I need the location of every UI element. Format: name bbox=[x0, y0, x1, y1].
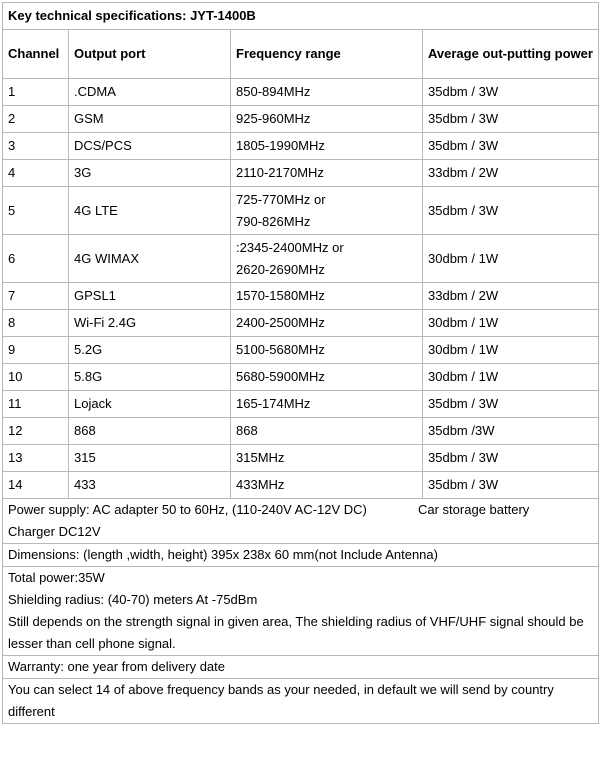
cell-power: 35dbm /3W bbox=[423, 418, 599, 445]
cell-frequency bbox=[231, 472, 423, 499]
cell-channel: 5 bbox=[3, 187, 69, 235]
cell-channel: 2 bbox=[3, 106, 69, 133]
header-frequency-range: Frequency range bbox=[231, 30, 423, 79]
frequency-line-1: 850-894MHz bbox=[236, 84, 311, 99]
cell-frequency bbox=[231, 235, 423, 283]
selection-note-row bbox=[3, 679, 599, 724]
cell-channel: 7 bbox=[3, 283, 69, 310]
cell-channel: 4 bbox=[3, 160, 69, 187]
cell-frequency bbox=[231, 133, 423, 160]
frequency-line-2: 790-826MHz bbox=[236, 213, 311, 229]
cell-power: 35dbm / 3W bbox=[423, 391, 599, 418]
header-average-power: Average out-putting power bbox=[423, 30, 599, 79]
table-row bbox=[3, 187, 599, 235]
warranty-row bbox=[3, 656, 599, 679]
frequency-line-1: 1570-1580MHz bbox=[236, 288, 325, 303]
frequency-line-1: 165-174MHz bbox=[236, 396, 311, 411]
cell-power: 35dbm / 3W bbox=[423, 187, 599, 235]
cell-power: 30dbm / 1W bbox=[423, 337, 599, 364]
table-row bbox=[3, 79, 599, 106]
car-battery-text: Car storage battery bbox=[418, 502, 530, 517]
cell-power: 30dbm / 1W bbox=[423, 310, 599, 337]
frequency-line-1: :2345-2400MHz or bbox=[236, 239, 344, 255]
frequency-line-1: 925-960MHz bbox=[236, 111, 311, 126]
cell-power: 35dbm / 3W bbox=[423, 106, 599, 133]
cell-frequency bbox=[231, 310, 423, 337]
cell-channel: 14 bbox=[3, 472, 69, 499]
cell-output-port: 315 bbox=[69, 445, 231, 472]
table-row bbox=[3, 364, 599, 391]
cell-channel: 1 bbox=[3, 79, 69, 106]
cell-output-port: 868 bbox=[69, 418, 231, 445]
cell-channel: 11 bbox=[3, 391, 69, 418]
cell-output-port: .CDMA bbox=[69, 79, 231, 106]
cell-output-port: GPSL1 bbox=[69, 283, 231, 310]
cell-frequency bbox=[231, 418, 423, 445]
frequency-line-1: 868 bbox=[236, 423, 258, 438]
frequency-line-1: 725-770MHz or bbox=[236, 191, 326, 207]
cell-channel: 13 bbox=[3, 445, 69, 472]
selection-note-text: You can select 14 of above frequency bands as your needed, in default we will send by country different bbox=[8, 682, 554, 719]
table-row bbox=[3, 106, 599, 133]
cell-channel: 3 bbox=[3, 133, 69, 160]
cell-frequency bbox=[231, 364, 423, 391]
cell-frequency bbox=[231, 337, 423, 364]
frequency-line-1: 5100-5680MHz bbox=[236, 342, 325, 357]
spec-table bbox=[2, 2, 599, 724]
cell-output-port: 433 bbox=[69, 472, 231, 499]
cell-power: 35dbm / 3W bbox=[423, 79, 599, 106]
warranty-text: Warranty: one year from delivery date bbox=[8, 659, 225, 674]
cell-power: 35dbm / 3W bbox=[423, 133, 599, 160]
cell-frequency bbox=[231, 160, 423, 187]
cell-output-port: DCS/PCS bbox=[69, 133, 231, 160]
cell-power: 33dbm / 2W bbox=[423, 160, 599, 187]
shielding-note-text: Still depends on the strength signal in given area, The shielding radius of VHF/UHF signal should be lesser than cell phone signal. bbox=[8, 614, 584, 651]
power-and-radius-row bbox=[3, 567, 599, 656]
cell-power: 33dbm / 2W bbox=[423, 283, 599, 310]
header-row bbox=[3, 30, 599, 79]
cell-power: 35dbm / 3W bbox=[423, 445, 599, 472]
table-row bbox=[3, 235, 599, 283]
spec-table-body bbox=[3, 3, 599, 724]
table-row bbox=[3, 337, 599, 364]
cell-frequency bbox=[231, 391, 423, 418]
table-row bbox=[3, 310, 599, 337]
cell-power: 30dbm / 1W bbox=[423, 364, 599, 391]
header-output-port: Output port bbox=[69, 30, 231, 79]
cell-channel: 8 bbox=[3, 310, 69, 337]
warranty-row-cell bbox=[3, 656, 599, 679]
cell-channel: 6 bbox=[3, 235, 69, 283]
cell-frequency bbox=[231, 79, 423, 106]
cell-output-port: 3G bbox=[69, 160, 231, 187]
table-row bbox=[3, 391, 599, 418]
power-supply-row-cell bbox=[3, 499, 599, 544]
table-row bbox=[3, 472, 599, 499]
dimensions-row-cell bbox=[3, 544, 599, 567]
cell-output-port: 5.8G bbox=[69, 364, 231, 391]
table-row bbox=[3, 445, 599, 472]
selection-note-row-cell bbox=[3, 679, 599, 724]
frequency-line-1: 315MHz bbox=[236, 450, 285, 465]
frequency-line-1: 2400-2500MHz bbox=[236, 315, 325, 330]
cell-power: 35dbm / 3W bbox=[423, 472, 599, 499]
cell-channel: 9 bbox=[3, 337, 69, 364]
total-power-text: Total power:35W bbox=[8, 570, 105, 585]
dimensions-row bbox=[3, 544, 599, 567]
table-title: Key technical specifications: JYT-1400B bbox=[3, 3, 599, 30]
cell-frequency bbox=[231, 106, 423, 133]
frequency-line-1: 5680-5900MHz bbox=[236, 369, 325, 384]
cell-power: 30dbm / 1W bbox=[423, 235, 599, 283]
table-row bbox=[3, 133, 599, 160]
cell-output-port: Lojack bbox=[69, 391, 231, 418]
cell-output-port: 4G WIMAX bbox=[69, 235, 231, 283]
cell-output-port: Wi-Fi 2.4G bbox=[69, 310, 231, 337]
table-row bbox=[3, 283, 599, 310]
cell-output-port: 5.2G bbox=[69, 337, 231, 364]
cell-output-port: GSM bbox=[69, 106, 231, 133]
power-supply-text: Power supply: AC adapter 50 to 60Hz, (110-240V AC-12V DC) bbox=[8, 502, 367, 517]
cell-output-port: 4G LTE bbox=[69, 187, 231, 235]
power-supply-row bbox=[3, 499, 599, 544]
cell-frequency bbox=[231, 445, 423, 472]
table-row bbox=[3, 160, 599, 187]
charger-text: Charger DC12V bbox=[8, 524, 101, 539]
table-row bbox=[3, 418, 599, 445]
header-channel: Channel bbox=[3, 30, 69, 79]
frequency-line-1: 2110-2170MHz bbox=[236, 165, 324, 180]
frequency-line-1: 1805-1990MHz bbox=[236, 138, 325, 153]
frequency-line-1: 433MHz bbox=[236, 477, 285, 492]
cell-channel: 12 bbox=[3, 418, 69, 445]
power-and-radius-row-cell bbox=[3, 567, 599, 656]
shielding-radius-text: Shielding radius: (40-70) meters At -75dBm bbox=[8, 592, 258, 607]
title-row bbox=[3, 3, 599, 30]
dimensions-text: Dimensions: (length ,width, height) 395x 238x 60 mm(not Include Antenna) bbox=[8, 547, 438, 562]
cell-frequency bbox=[231, 283, 423, 310]
frequency-line-2: 2620-2690MHz bbox=[236, 261, 325, 277]
cell-frequency bbox=[231, 187, 423, 235]
cell-channel: 10 bbox=[3, 364, 69, 391]
